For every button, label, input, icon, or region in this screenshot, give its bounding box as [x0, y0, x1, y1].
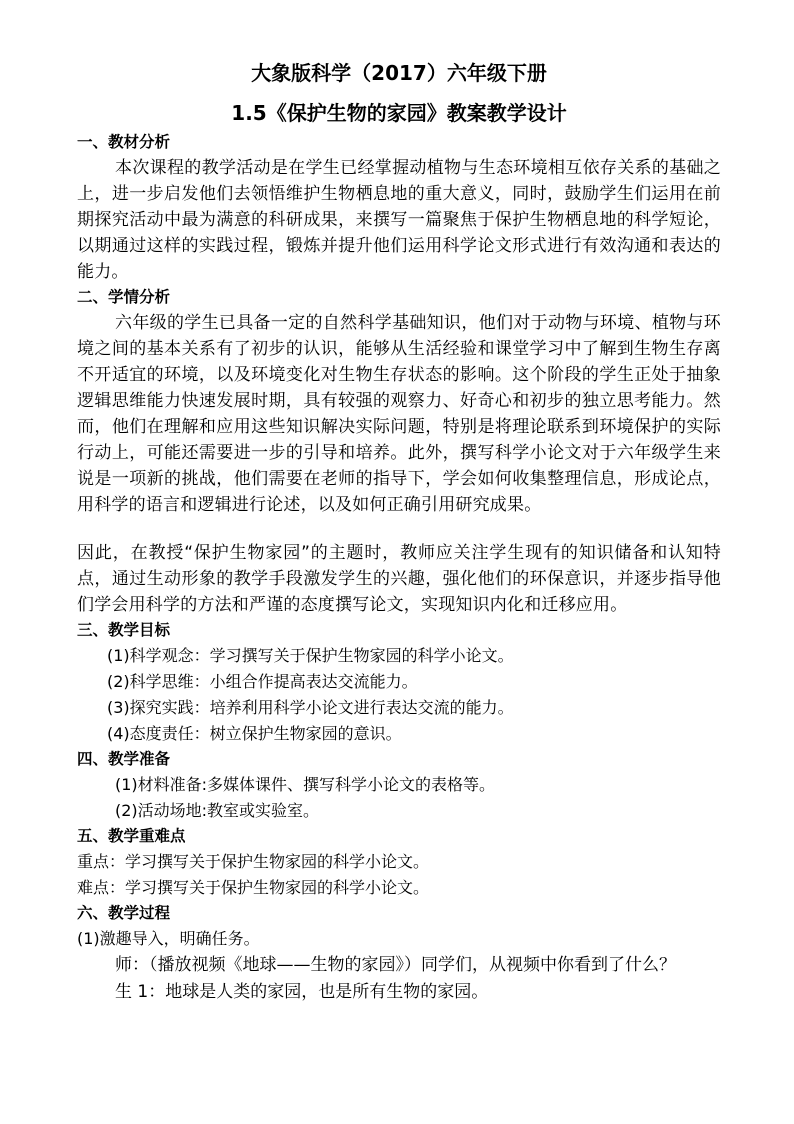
section-heading-teaching-goals: 三、教学目标 — [77, 621, 171, 639]
document-page — [77, 58, 721, 1006]
section-heading-textbook-analysis: 一、教材分析 — [77, 133, 171, 151]
preparation-item: (1)材料准备:多媒体课件、撰写科学小论文的表格等。 — [115, 775, 496, 794]
section-heading-learner-analysis: 二、学情分析 — [77, 288, 171, 306]
learner-analysis-conclusion: 因此，在教授“保护生物家园”的主题时，教师应关注学生现有的知识储备和认知特点，通过生动形象的教学手段激发学生的兴趣，强化他们的环保意识，并逐步指导他们学会用科学的方法和严谨的态度撰写论文，实现知识内化和迁移应用。 — [77, 543, 721, 615]
section-heading-key-difficult-points: 五、教学重难点 — [77, 827, 186, 845]
section-heading-teaching-preparation: 四、教学准备 — [77, 750, 171, 768]
textbook-analysis-paragraph: 本次课程的教学活动是在学生已经掌握动植物与生态环境相互依存关系的基础之上，进一步启发他们去领悟维护生物栖息地的重大意义，同时，鼓励学生们运用在前期探究活动中最为满意的科研成果，来撰写一篇聚焦于保护生物栖息地的科学短论，以期通过这样的实践过程，锻炼并提升他们运用科学论文形式进行有效沟通和表达的能力。 — [77, 158, 721, 282]
student-dialogue: 生 1：地球是人类的家园，也是所有生物的家园。 — [115, 982, 489, 1002]
difficult-point-line: 难点：学习撰写关于保护生物家园的科学小论文。 — [77, 878, 430, 897]
paragraph-gap — [77, 518, 721, 540]
goal-item: (3)探究实践：培养利用科学小论文进行表达交流的能力。 — [107, 698, 514, 717]
preparation-item: (2)活动场地:教室或实验室。 — [115, 801, 320, 820]
goal-item: (1)科学观念：学习撰写关于保护生物家园的科学小论文。 — [107, 646, 514, 665]
document-title-line2: 1.5《保护生物的家园》教案教学设计 — [231, 101, 567, 125]
key-point-line: 重点：学习撰写关于保护生物家园的科学小论文。 — [77, 852, 430, 871]
goal-item: (4)态度责任：树立保护生物家园的意识。 — [107, 724, 402, 743]
goal-item: (2)科学思维：小组合作提高表达交流能力。 — [107, 672, 418, 691]
process-step-1: (1)激趣导入，明确任务。 — [77, 929, 260, 948]
document-title-line1: 大象版科学（2017）六年级下册 — [251, 61, 547, 85]
learner-analysis-paragraph: 六年级的学生已具备一定的自然科学基础知识，他们对于动物与环境、植物与环境之间的基本关系有了初步的认识，能够从生活经验和课堂学习中了解到生物生存离不开适宜的环境，以及环境变化对生物生存状态的影响。这个阶段的学生正处于抽象逻辑思维能力快速发展时期，具有较强的观察力、好奇心和初步的独立思考能力。然而，他们在理解和应用这些知识解决实际问题，特别是将理论联系到环境保护的实际行动上，可能还需要进一步的引导和培养。此外，撰写科学小论文对于六年级学生来说是一项新的挑战，他们需要在老师的指导下，学会如何收集整理信息，形成论点，用科学的语言和逻辑进行论述，以及如何正确引用研究成果。 — [77, 313, 721, 515]
section-heading-teaching-process: 六、教学过程 — [77, 904, 171, 922]
teacher-dialogue: 师：（播放视频《地球——生物的家园》）同学们，从视频中你看到了什么？ — [115, 955, 676, 975]
